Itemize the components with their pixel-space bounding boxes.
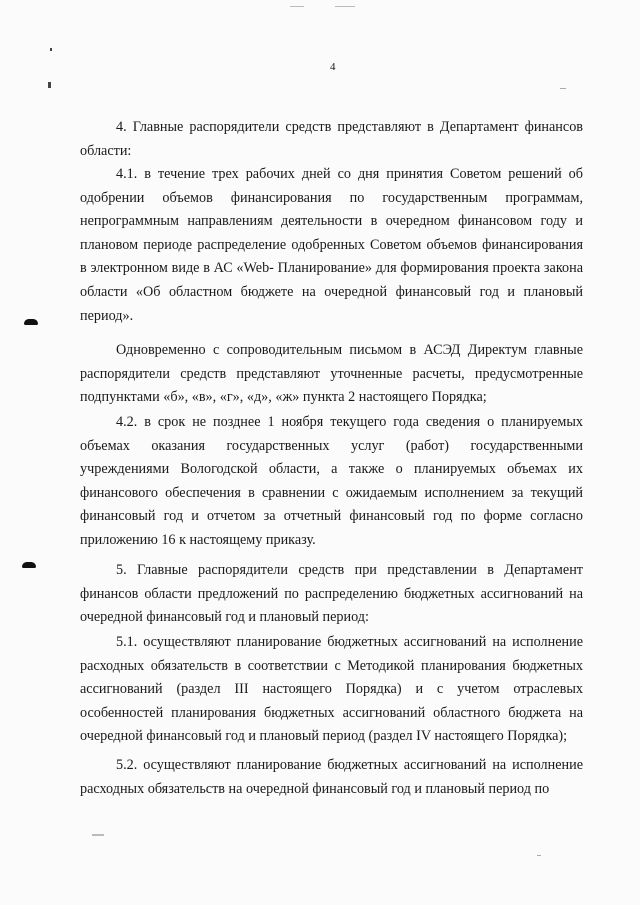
scan-speck <box>92 834 104 836</box>
punch-hole-mark-bottom <box>22 562 36 568</box>
paragraph-4: 4. Главные распорядители средств представляют в Департамент финансов области: <box>80 119 583 159</box>
paragraph-4-1: 4.1. в течение трех рабочих дней со дня принятия Советом решений об одобрении объемов финансирования по государственным программам, непрограммным направлениям деятельности в очередном финансовом году и плановом периоде распределение одобренных Советом объемов финансирования в электронном виде в АС «Web- Планирование» для формирования проекта закона области «Об областном бюджете на очередной финансовый год и плановый период». <box>80 166 583 324</box>
paragraph-5-2: 5.2. осуществляют планирование бюджетных ассигнований на исполнение расходных обязательств на очередной финансовый год и плановый период по <box>80 757 583 797</box>
scan-speck <box>290 6 304 7</box>
scan-speck <box>48 82 51 88</box>
scan-speck <box>560 88 566 89</box>
scan-speck <box>335 6 355 7</box>
paragraph-5: 5. Главные распорядители средств при представлении в Департамент финансов области предложений по распределению бюджетных ассигнований на очередной финансовый год и плановый период: <box>80 562 583 626</box>
scan-speck <box>50 48 52 51</box>
paragraph-5-1: 5.1. осуществляют планирование бюджетных ассигнований на исполнение расходных обязательств в соответствии с Методикой планирования бюджетных ассигнований (раздел III настоящего Порядка) и с учетом отраслевых особенностей планирования бюджетных ассигнований областного бюджета на очередной финансовый год и плановый период (раздел IV настоящего Порядка); <box>80 634 583 745</box>
paragraph-simultaneously: Одновременно с сопроводительным письмом в АСЭД Директум главные распорядители средств представляют уточненные расчеты, предусмотренные подпунктами «б», «в», «г», «д», «ж» пункта 2 настоящего Порядка; <box>80 342 583 406</box>
punch-hole-mark-top <box>24 319 38 325</box>
page-number: 4 <box>330 61 336 73</box>
scan-speck <box>537 855 541 856</box>
paragraph-4-2: 4.2. в срок не позднее 1 ноября текущего года сведения о планируемых объемах оказания государственных услуг (работ) государственными учреждениями Вологодской области, а также о планируемых объемах их финансового обеспечения в сравнении с ожидаемым исполнением за текущий финансовый год и отчетом за отчетный финансовый год по форме согласно приложению 16 к настоящему приказу. <box>80 414 583 548</box>
